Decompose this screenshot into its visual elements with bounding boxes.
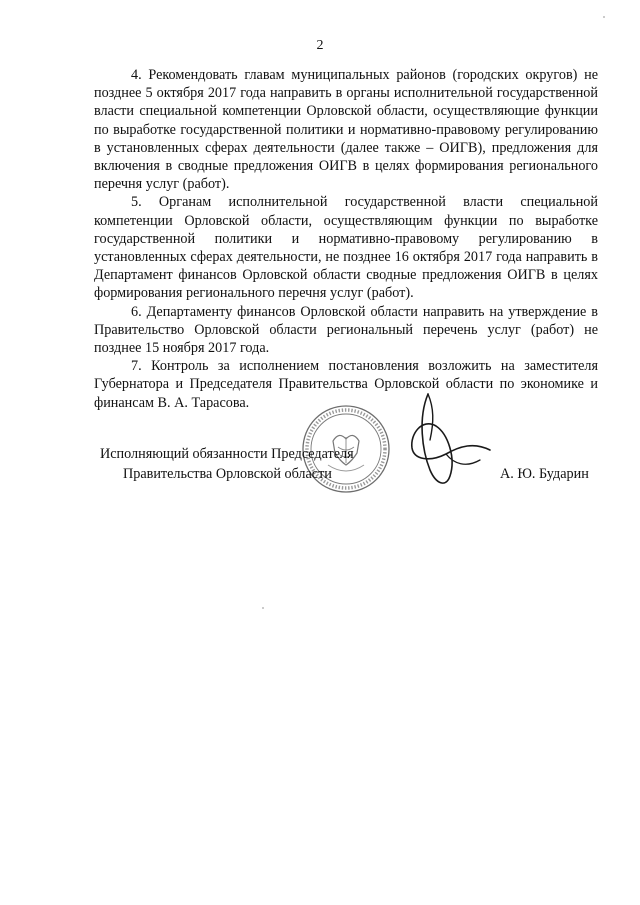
signatory-name: А. Ю. Бударин <box>500 466 589 482</box>
signatory-title-line2: Правительства Орловской области <box>123 466 332 482</box>
scan-speck <box>603 16 605 18</box>
document-body <box>94 66 598 412</box>
page-number: 2 <box>316 38 324 53</box>
paragraph-6: 6. Департаменту финансов Орловской области направить на утверждение в Правительство Орловской области региональный перечень услуг (работ) не позднее 15 ноября 2017 года. <box>94 303 598 357</box>
signature-block <box>0 446 640 506</box>
paragraph-4: 4. Рекомендовать главам муниципальных районов (городских округов) не позднее 5 октября 2017 года направить в органы исполнительной государственной власти специальной компетенции Орловской области, осуществляющие функции по выработке государственной политики и нормативно-правовому регулированию в установленных сферах деятельности (далее также – ОИГВ), предложения для включения в сводные предложения ОИГВ в целях формирования регионального перечня услуг (работ). <box>94 67 598 193</box>
paragraph-5: 5. Органам исполнительной государственной власти специальной компетенции Орловской области, осуществляющим функции по выработке государственной политики и нормативно-правовому регулированию в установленных сферах деятельности, не позднее 16 октября 2017 года направить в Департамент финансов Орловской области сводные предложения ОИГВ в целях формирования регионального перечня услуг (работ). <box>94 194 598 302</box>
scan-speck <box>262 607 264 609</box>
signatory-title-line1: Исполняющий обязанности Председателя <box>100 446 354 462</box>
paragraph-7: 7. Контроль за исполнением постановления возложить на заместителя Губернатора и Председателя Правительства Орловской области по экономике и финансам В. А. Тарасова. <box>94 358 598 411</box>
